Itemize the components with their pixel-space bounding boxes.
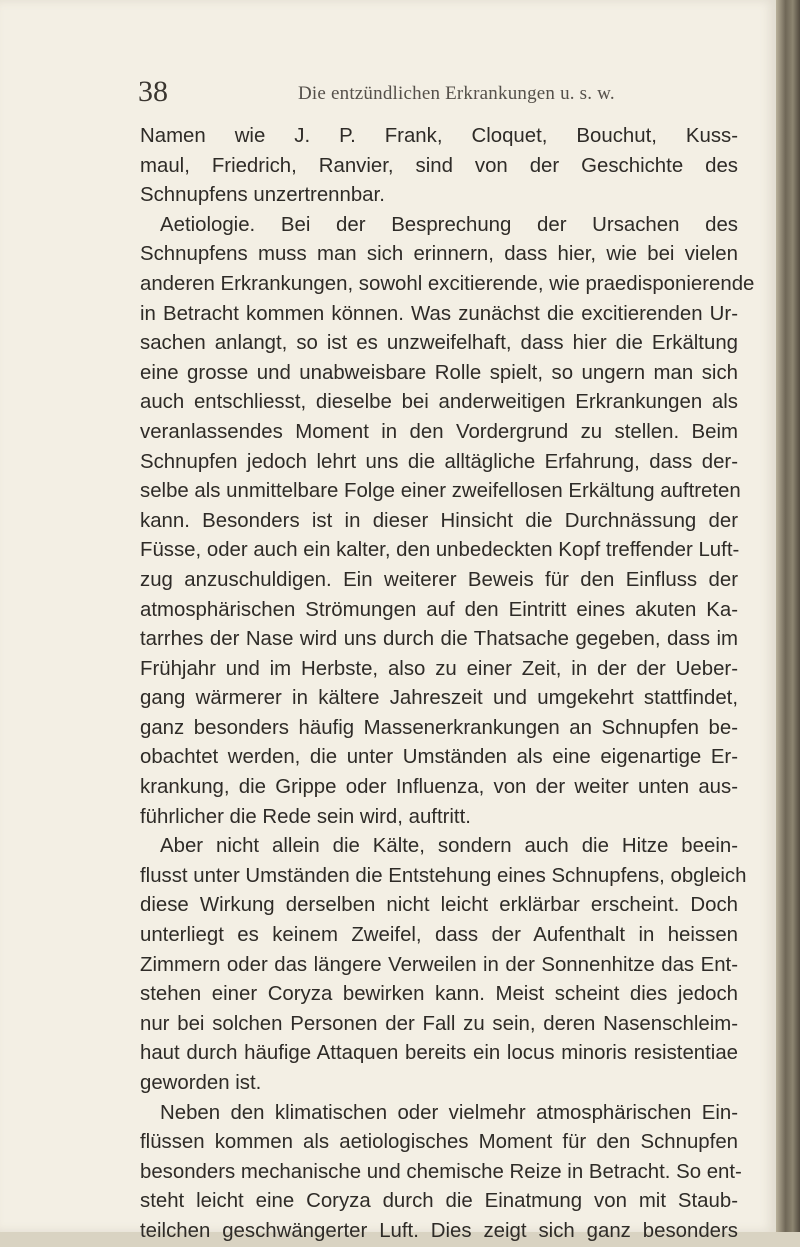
running-title: Die entzündlichen Erkrankungen u. s. w. xyxy=(298,83,615,104)
text-line: zug anzuschuldigen. Ein weiterer Beweis für den Einfluss der xyxy=(140,568,738,591)
text-line: haut durch häufige Attaquen bereits ein locus minoris resistentiae xyxy=(140,1042,738,1065)
text-line: führlicher die Rede sein wird, auftritt. xyxy=(140,805,471,828)
page-number: 38 xyxy=(138,75,168,108)
text-line: diese Wirkung derselben nicht leicht erklärbar erscheint. Doch xyxy=(140,894,738,917)
text-line: in Betracht kommen können. Was zunächst die excitierenden Ur- xyxy=(140,302,738,325)
text-line: atmosphärischen Strömungen auf den Eintritt eines akuten Ka- xyxy=(140,598,738,621)
text-line: nur bei solchen Personen der Fall zu sein, deren Nasenschleim- xyxy=(140,1012,738,1035)
text-line: steht leicht eine Coryza durch die Einatmung von mit Staub- xyxy=(140,1190,738,1213)
text-line: Füsse, oder auch ein kalter, den unbedeckten Kopf treffender Luft- xyxy=(140,539,740,562)
text-line: Schnupfens muss man sich erinnern, dass hier, wie bei vielen xyxy=(140,243,738,266)
text-line: Schnupfen jedoch lehrt uns die alltägliche Erfahrung, dass der- xyxy=(140,450,738,473)
text-line: maul, Friedrich, Ranvier, sind von der Geschichte des xyxy=(140,154,738,177)
running-head xyxy=(138,72,738,112)
text-line: teilchen geschwängerter Luft. Dies zeigt sich ganz besonders xyxy=(140,1219,738,1242)
text-line: Zimmern oder das längere Verweilen in der Sonnenhitze das Ent- xyxy=(140,953,738,976)
text-line: eine grosse und unabweisbare Rolle spielt, so ungern man sich xyxy=(140,361,738,384)
text-line: anderen Erkrankungen, sowohl excitierende, wie praedisponierende xyxy=(140,272,755,295)
text-line: gang wärmerer in kältere Jahreszeit und umgekehrt stattfindet, xyxy=(140,687,738,710)
text-line: unterliegt es keinem Zweifel, dass der Aufenthalt in heissen xyxy=(140,924,738,947)
body-text xyxy=(140,122,755,1247)
text-line: ganz besonders häufig Massenerkrankungen an Schnupfen be- xyxy=(140,716,738,739)
text-line: Frühjahr und im Herbste, also zu einer Zeit, in der der Ueber- xyxy=(140,657,738,680)
text-line: veranlassendes Moment in den Vordergrund zu stellen. Beim xyxy=(140,420,738,443)
text-line: flüssen kommen als aetiologisches Moment für den Schnupfen xyxy=(140,1131,738,1154)
text-line-paragraph-start: Neben den klimatischen oder vielmehr atmosphärischen Ein- xyxy=(160,1101,738,1124)
text-line: Schnupfens unzertrennbar. xyxy=(140,184,385,207)
text-line: sachen anlangt, so ist es unzweifelhaft, dass hier die Erkältung xyxy=(140,332,738,355)
text-line: krankung, die Grippe oder Influenza, von der weiter unten aus- xyxy=(140,776,738,799)
text-line: selbe als unmittelbare Folge einer zweifellosen Erkältung auftreten xyxy=(140,480,741,503)
text-line: stehen einer Coryza bewirken kann. Meist scheint dies jedoch xyxy=(140,983,738,1006)
text-line: tarrhes der Nase wird uns durch die Thatsache gegeben, dass im xyxy=(140,628,738,651)
text-line: auch entschliesst, dieselbe bei anderweitigen Erkrankungen als xyxy=(140,391,738,414)
text-line-section-start: Aetiologie. Bei der Besprechung der Ursachen des xyxy=(160,213,738,236)
text-line: Namen wie J. P. Frank, Cloquet, Bouchut, Kuss- xyxy=(140,125,738,147)
text-line: kann. Besonders ist in dieser Hinsicht die Durchnässung der xyxy=(140,509,738,532)
text-line: flusst unter Umständen die Entstehung eines Schnupfens, obgleich xyxy=(140,864,747,887)
text-line-paragraph-start: Aber nicht allein die Kälte, sondern auch die Hitze beein- xyxy=(160,835,738,858)
text-line: besonders mechanische und chemische Reize in Betracht. So ent- xyxy=(140,1160,742,1183)
text-line: obachtet werden, die unter Umständen als eine eigenartige Er- xyxy=(140,746,738,769)
text-line: geworden ist. xyxy=(140,1072,262,1094)
book-spine-edge xyxy=(776,0,800,1232)
